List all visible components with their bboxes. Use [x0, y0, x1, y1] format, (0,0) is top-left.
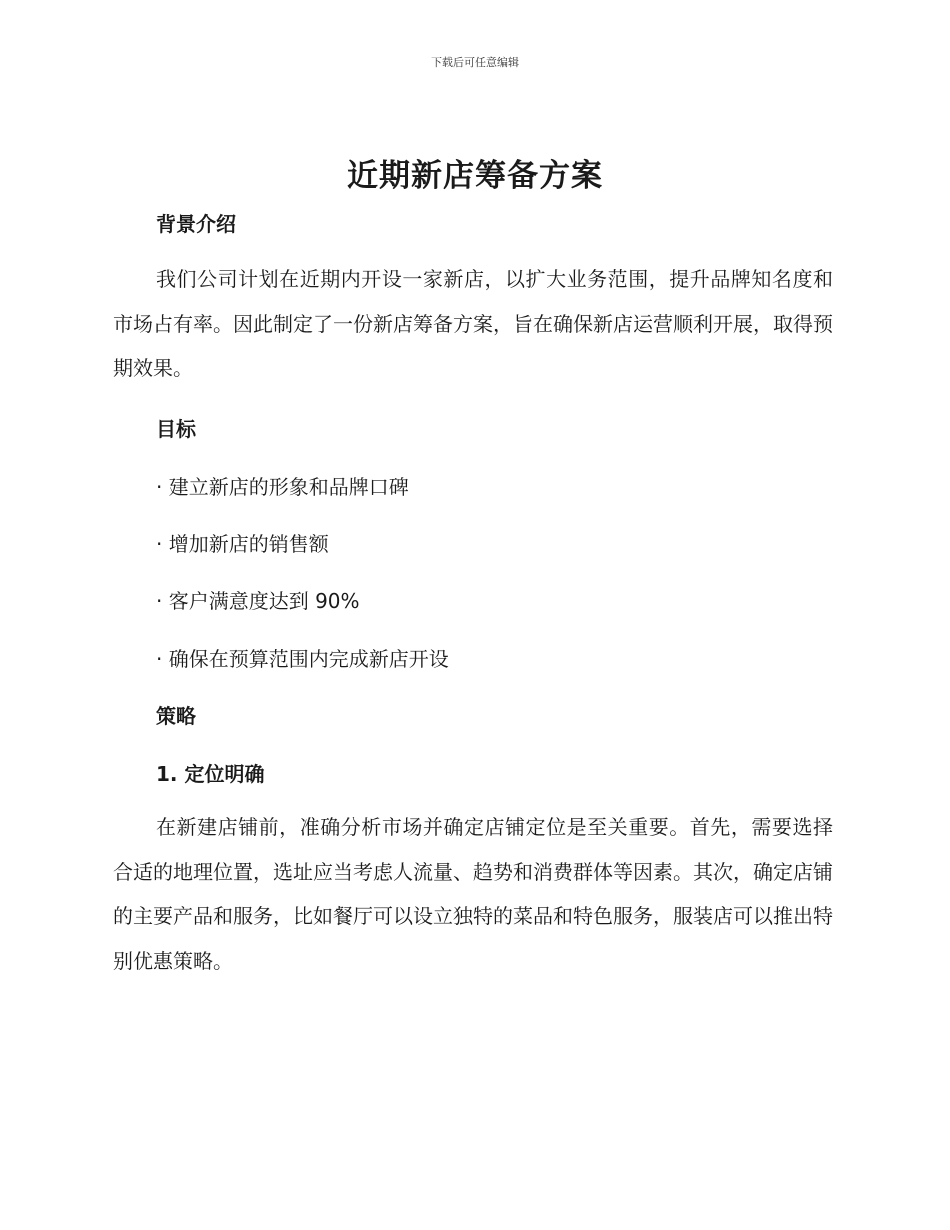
- background-paragraph: 我们公司计划在近期内开设一家新店，以扩大业务范围，提升品牌知名度和市场占有率。因此制定了一份新店筹备方案，旨在确保新店运营顺利开展，取得预期效果。: [113, 267, 833, 381]
- page-header-note: 下载后可任意编辑: [431, 56, 519, 69]
- goal-item: · 客户满意度达到 90%: [156, 589, 360, 613]
- goal-item: · 增加新店的销售额: [156, 532, 329, 556]
- goal-item: · 建立新店的形象和品牌口碑: [156, 475, 409, 499]
- strategy-paragraph: 在新建店铺前，准确分析市场并确定店铺定位是至关重要。首先，需要选择合适的地理位置，选址应当考虑人流量、趋势和消费群体等因素。其次，确定店铺的主要产品和服务，比如餐厅可以设立独特的菜品和特色服务，服装店可以推出特别优惠策略。: [113, 815, 833, 974]
- strategy-heading: 策略: [156, 704, 196, 728]
- goals-heading: 目标: [156, 417, 196, 441]
- strategy-subheading-positioning: 1. 定位明确: [156, 762, 265, 786]
- document-title: 近期新店筹备方案: [347, 158, 603, 194]
- background-heading: 背景介绍: [156, 212, 236, 236]
- goal-item: · 确保在预算范围内完成新店开设: [156, 647, 449, 671]
